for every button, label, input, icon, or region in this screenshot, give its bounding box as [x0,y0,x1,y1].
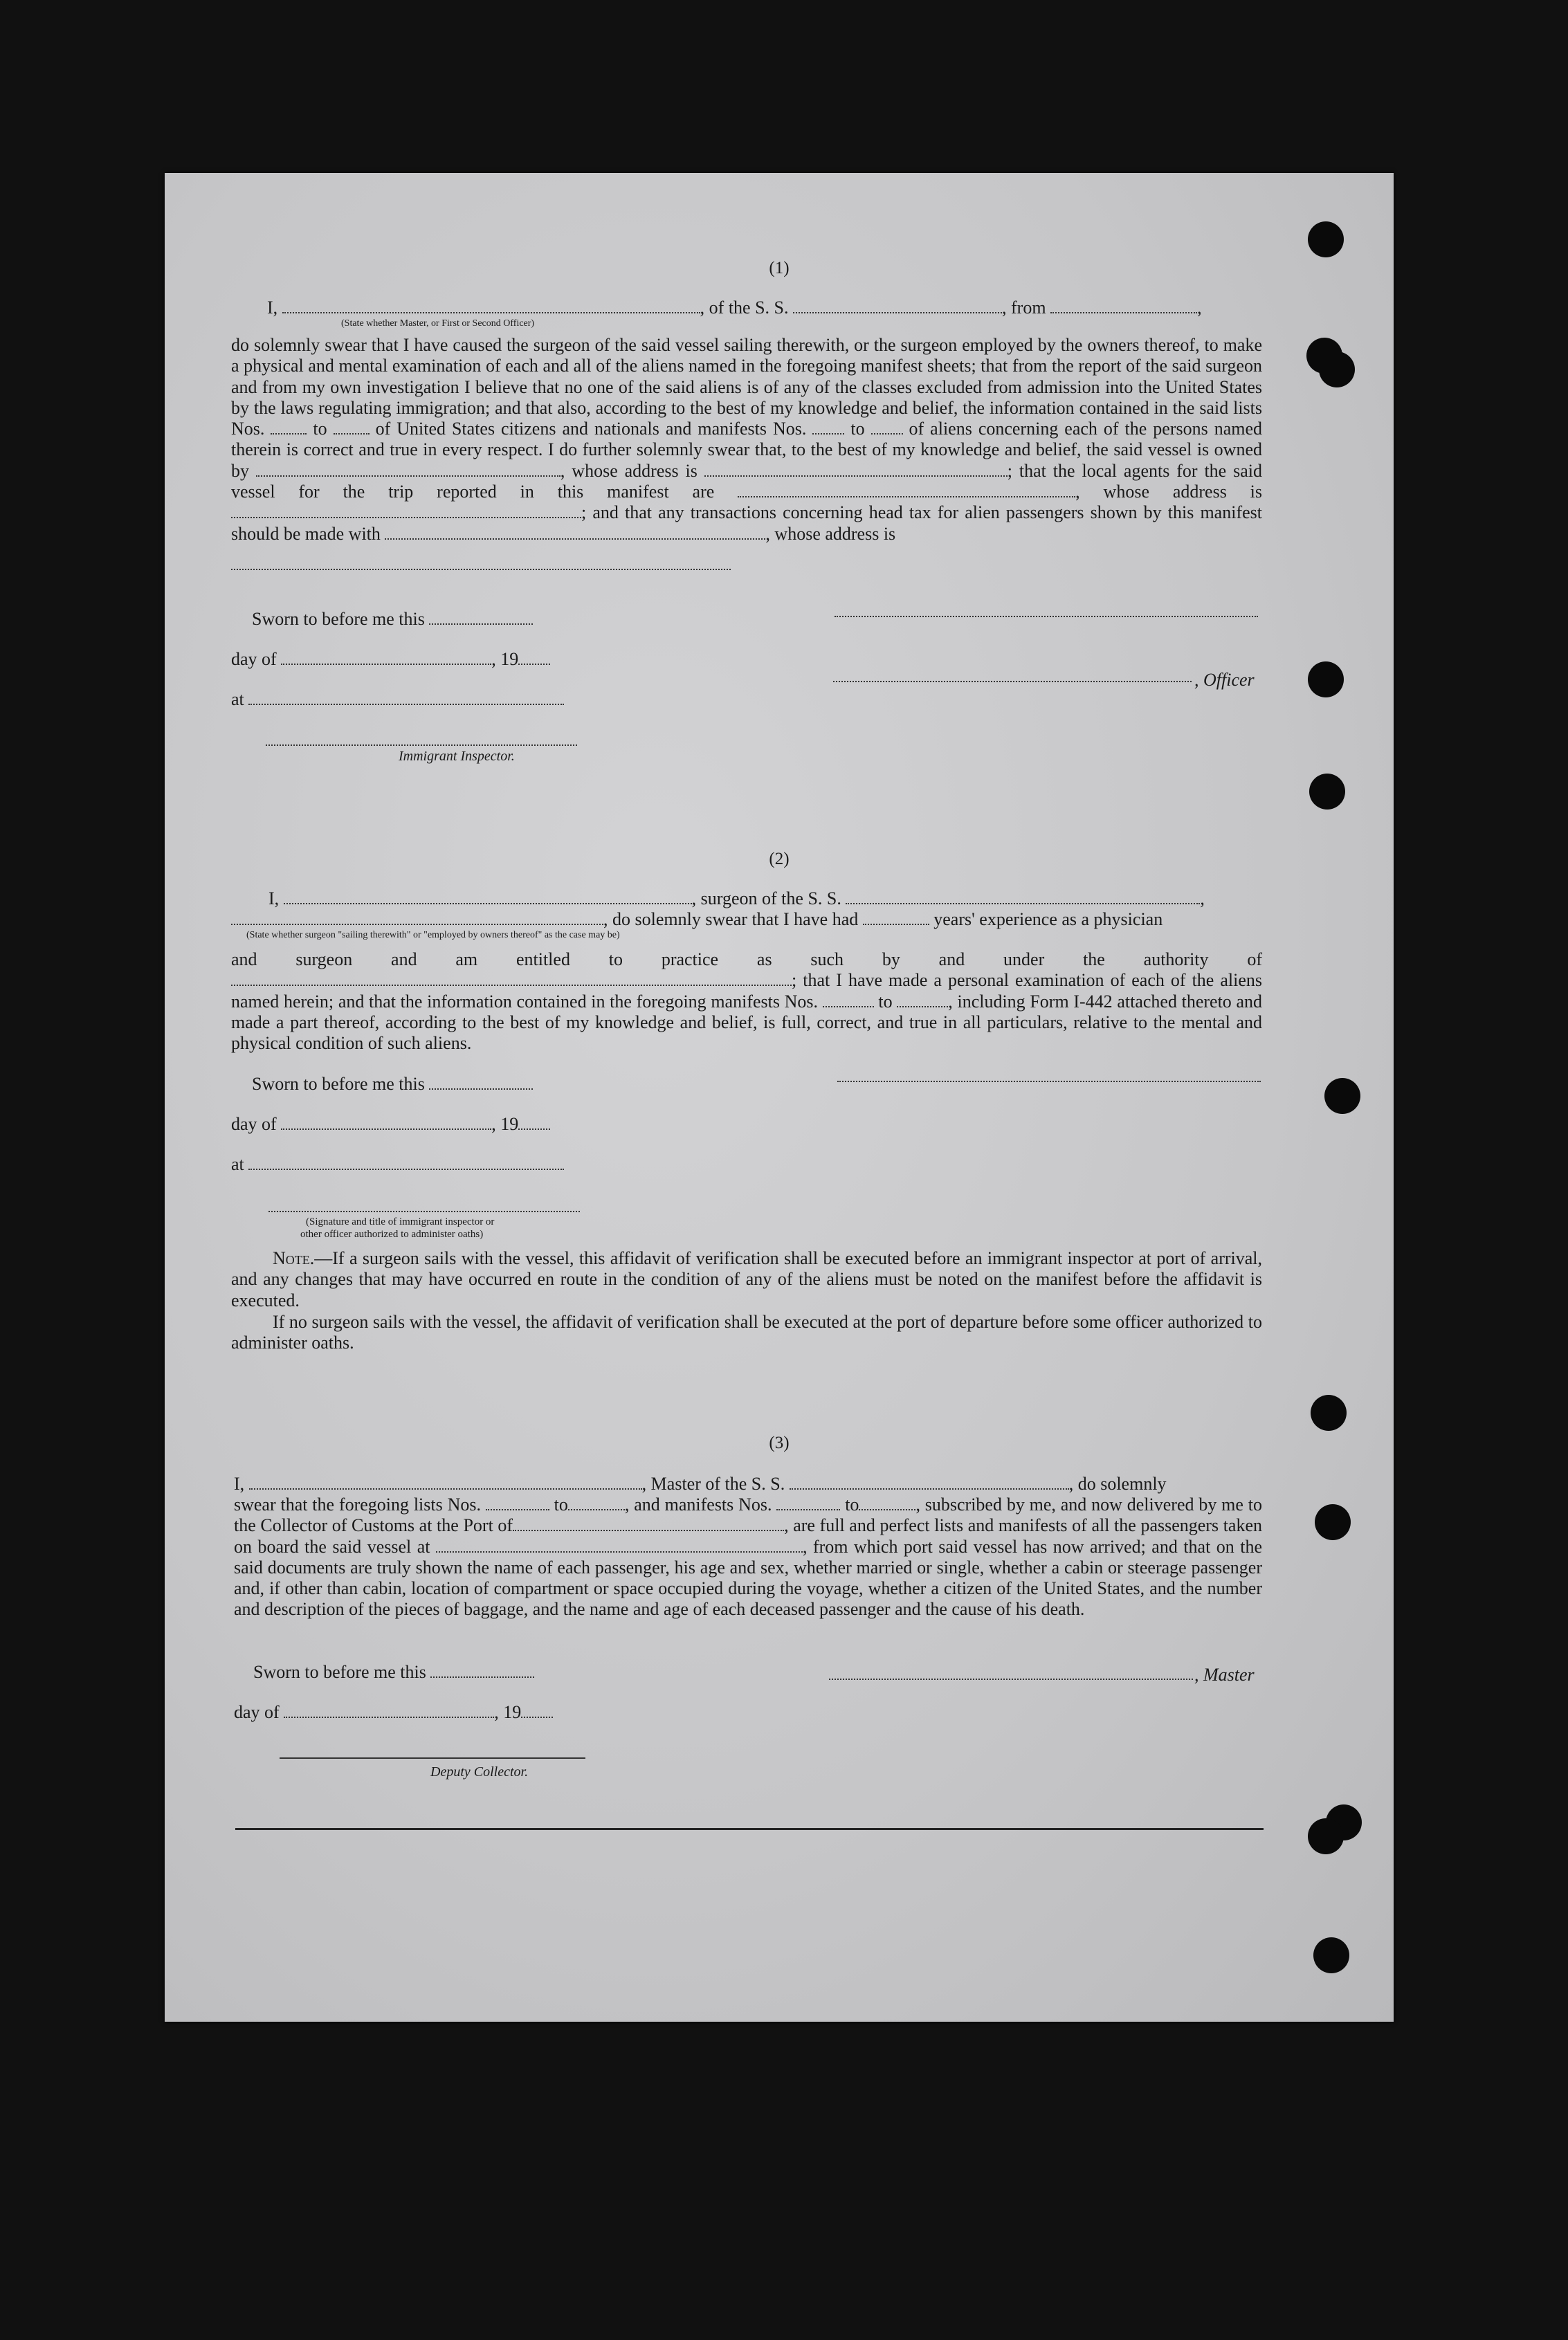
s2-i: I, [268,888,280,908]
s3-vessel-field[interactable] [790,1476,1069,1490]
section-1-number: (1) [769,259,790,277]
s1-lists-to-field[interactable] [334,421,370,435]
s1-caption: (State whether Master, or First or Second Officer) [341,318,535,329]
s3-from-which: , from which port said vessel has now arrived; and that on the said documents are truly shown the name of each passenger, his age and sex, whether married or single, whether a cabin or steerage passenger and, if other than cabin, location of compartment or space occupied during the voyage, whether a citizen of the United States, and the number and description of the pieces of baggage, and the name and age of each deceased passenger and the cause of his death. [234,1536,1262,1620]
s1-to1: to [313,419,327,439]
s2-year-field[interactable] [518,1116,550,1130]
punch-hole [1315,1504,1351,1540]
s3-master-of: , Master of the S. S. [641,1474,785,1494]
s2-note [231,1248,1262,1311]
s3-full: , are full and perfect lists and manifests of all the passengers taken on board the said vessel at [234,1515,1263,1557]
s1-manifests-to-field[interactable] [871,421,903,435]
punch-hole [1319,351,1355,387]
punch-hole [1311,1395,1347,1431]
s2-status-field[interactable] [231,911,603,925]
punch-hole [1308,1818,1344,1854]
s1-inspector-sign-field[interactable] [266,744,577,746]
s1-owner-address-field[interactable] [704,463,1008,477]
s1-to2: to [850,419,865,439]
s1-comma-2: , [1075,482,1080,502]
s1-lists-from-field[interactable] [271,421,307,435]
s1-day [231,649,550,670]
s2-years: years' experience as a physician [933,909,1163,929]
s3-sworn-field[interactable] [430,1664,534,1678]
s1-inspector-label: Immigrant Inspector. [399,749,515,764]
s1-agents-address-field[interactable] [231,504,581,518]
s2-surgeon-name-field[interactable] [284,890,692,904]
s2-sig-caption-1: (Signature and title of immigrant inspector or [306,1216,495,1227]
s1-body-d: that the local agents for the said vessel for the trip reported in this manifest are [231,460,1262,502]
s1-day-field[interactable] [281,651,491,665]
s3-collector-label: Deputy Collector. [430,1764,529,1780]
s2-inspector-sign-field[interactable] [268,1211,580,1212]
s3-boarding-port-field[interactable] [436,1539,803,1553]
s2-day [231,1114,550,1135]
s1-whose-address-2: whose address is [1103,482,1263,502]
s3-master-name-field[interactable] [249,1476,642,1490]
s3-lists-from-field[interactable] [486,1497,549,1510]
s3-solemnly: , do solemnly [1068,1474,1167,1494]
s1-body-a: do solemnly swear that I have caused the surgeon of the said vessel sailing therewith, or the surgeon employed by the owners thereof, to make a physical and mental examination of each and all of the aliens named in the foregoing manifest sheets; that from the report of the said surgeon and from my own investigation I believe that no one of the said aliens is of any of the classes excluded from admission into the United States by the laws regulating immigration; and that also, according to the best of my knowledge and belief, the information contained in the said lists Nos. [231,335,1262,439]
s2-caption: (State whether surgeon "sailing therewith" or "employed by owners thereof" as the case may be) [246,930,620,940]
s2-at-label: at [231,1154,244,1174]
s2-authority-field[interactable] [231,972,792,986]
s3-sworn-label: Sworn to before me this [253,1662,426,1682]
s2-note-text: —If a surgeon sails with the vessel, this affidavit of verification shall be executed before an immigrant inspector at port of arrival, and any changes that may have occurred en route in the condition of any of the aliens must be noted on the manifest before the affidavit is executed. [231,1248,1262,1310]
s2-day-field[interactable] [281,1116,491,1130]
s1-at-field[interactable] [248,691,564,705]
s2-body-b: that I have made a personal examination of each of the aliens named herein; and that the information contained in the foregoing manifests Nos. [231,970,1263,1012]
s1-year-field[interactable] [518,651,550,665]
punch-hole [1313,1937,1349,1973]
s1-day-label: day of [231,649,277,669]
s1-vessel-field[interactable] [793,300,1002,313]
s3-master-sign-field[interactable] [829,1679,1193,1680]
s2-note-2: If no surgeon sails with the vessel, the affidavit of verification shall be executed at the port of departure before some officer authorized to administer oaths. [231,1312,1262,1353]
s2-vessel-field[interactable] [846,890,1200,904]
s1-sworn-label: Sworn to before me this [252,609,425,629]
s3-to2: to [845,1495,859,1515]
s1-body-b: of United States citizens and nationals and manifests Nos. [375,419,807,439]
s1-year-label: , 19 [491,649,519,669]
s2-sig-caption-2: other officer authorized to administer oaths) [300,1229,484,1240]
s2-manifests-from-field[interactable] [823,994,874,1007]
s3-day [234,1702,553,1723]
s3-i: I, [234,1474,245,1494]
s1-officer-label: , Officer [1194,670,1255,690]
s3-manifests-from-field[interactable] [776,1497,840,1510]
s1-of-ss: , of the S. S. [700,298,789,318]
s3-day-label: day of [234,1702,280,1722]
s1-first-line [267,298,1202,318]
s2-body-a: and surgeon and am entitled to practice as such by and under the authority of [231,949,1262,969]
s1-sworn [252,609,533,630]
punch-hole [1308,221,1344,257]
s2-comma: , [1200,888,1205,908]
form-page [165,173,1394,2022]
s2-swear: , do solemnly swear that I have had [603,909,859,929]
s2-at-field[interactable] [248,1156,564,1170]
punch-hole [1308,661,1344,697]
s2-at [231,1154,564,1175]
s2-sworn-label: Sworn to before me this [252,1074,425,1094]
s3-day-field[interactable] [284,1704,494,1718]
section-2-number: (2) [769,850,790,868]
section-3-number: (3) [769,1434,790,1452]
s3-master-label: , Master [1194,1665,1255,1685]
s1-headtax-field[interactable] [385,526,765,540]
s3-collector-sign-field[interactable] [280,1757,585,1759]
s3-lists-to-field[interactable] [568,1497,625,1510]
s2-second-line [231,909,1163,930]
s1-from: , from [1002,298,1046,318]
s1-from-field[interactable] [1050,300,1197,313]
s1-officer-field[interactable] [282,300,700,313]
s3-first-line [234,1474,1167,1495]
s2-manifests-to-field[interactable] [897,994,948,1007]
s2-body [231,949,1262,1054]
s3-subscribed: , subscribed by me, and now delivered by me to the Collector of Customs at the Port of [234,1495,1263,1536]
s2-day-label: day of [231,1114,277,1134]
s3-year-field[interactable] [521,1704,553,1718]
s2-to: to [878,991,893,1012]
s3-year-label: , 19 [494,1702,522,1722]
s1-officer-sign-field[interactable] [833,681,1192,682]
s2-sworn [252,1074,533,1095]
punch-hole [1324,1078,1360,1114]
s1-owner-field[interactable] [256,463,560,477]
s2-year-label: , 19 [491,1114,519,1134]
punch-hole [1309,774,1345,810]
s2-years-field[interactable] [863,911,929,925]
s2-surgeon-of: , surgeon of the S. S. [691,888,841,908]
s2-semicolon: ; [792,970,797,991]
s3-manifests: , and manifests Nos. [624,1495,772,1515]
s1-headtax-address-field[interactable] [231,569,731,570]
bottom-rule [235,1828,1264,1830]
s1-body [231,335,1262,545]
s1-sworn-field[interactable] [429,611,533,625]
s1-body-e: ; and that any transactions concerning head tax for alien passengers shown by this manifest should be made with [231,502,1262,544]
s2-signature-field[interactable] [837,1081,1261,1082]
s1-body-c: of aliens concerning each of the persons named therein is correct and true in every respect. I do further solemnly swear that, to the best of my knowledge and belief, the said vessel is owned by [231,419,1263,481]
s1-at-label: at [231,689,244,709]
s1-semicolon: ; [1007,460,1013,481]
s1-whose-address-3: , whose address is [765,523,896,544]
s3-to1: to [554,1495,568,1515]
s1-manifests-from-field[interactable] [812,421,844,435]
s2-body-c: , including Form I-442 attached thereto and made a part thereof, according to the best of my knowledge and belief, is full, correct, and true in all particulars, relative to the mental and physical condition of such aliens. [231,991,1263,1054]
s1-at [231,689,564,710]
s2-sworn-field[interactable] [429,1076,533,1090]
s1-whose-address-1: , whose address is [560,460,698,481]
s1-comma: , [1197,298,1202,318]
s2-first-line [268,888,1205,909]
s1-signature-field[interactable] [835,616,1258,617]
s3-sworn [253,1662,534,1683]
s3-manifests-to-field[interactable] [859,1497,915,1510]
s3-body-a: swear that the foregoing lists Nos. [234,1495,481,1515]
s2-note-label: Note. [273,1248,315,1268]
s3-port-field[interactable] [513,1517,784,1531]
s1-i: I, [267,298,278,318]
s3-body [234,1495,1262,1620]
s1-agents-field[interactable] [738,484,1075,497]
